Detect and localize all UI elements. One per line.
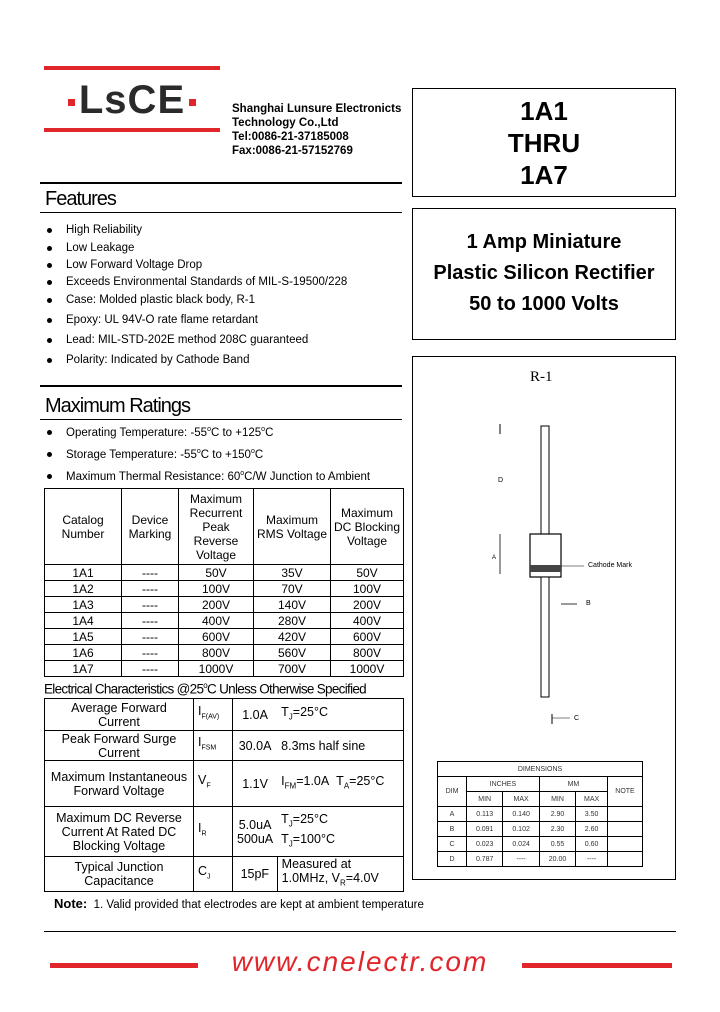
max-header: MAX <box>503 792 539 807</box>
table-cell: 0.023 <box>467 837 503 852</box>
feature-item: Epoxy: UL 94V-O rate flame retardant <box>45 314 405 326</box>
table-row <box>45 645 404 661</box>
table-cell: ---- <box>576 852 608 867</box>
rating-item-storage: Storage Temperature: -55$^o$C to $+150^oC$ <box>45 448 405 461</box>
table-cell: C <box>438 837 467 852</box>
features-underline <box>40 212 402 213</box>
table-cell: ---- <box>122 565 179 581</box>
table-cell: 800V <box>331 645 404 661</box>
ratings-list <box>45 426 405 482</box>
table-cell: 2.30 <box>539 822 575 837</box>
min-header: MIN <box>467 792 503 807</box>
logo-dot-left <box>68 99 75 106</box>
table-row <box>45 699 404 731</box>
param-symbol: $C_J$ <box>194 857 233 892</box>
dimensions-table <box>437 761 643 867</box>
logo-bottom-line <box>44 128 220 132</box>
electrical-heading: Electrical Characteristics @25$^o$C Unless Otherwise Specified <box>44 681 366 697</box>
description-line-1: 1 Amp Miniature <box>466 231 622 253</box>
table-cell: 1A6 <box>45 645 122 661</box>
table-cell <box>608 837 643 852</box>
part-line-2: THRU <box>507 128 581 158</box>
table-cell: 420V <box>254 629 331 645</box>
table-cell <box>608 822 643 837</box>
param-condition: $T_J=25^\circ C$ $T_J=100^\circ C$ <box>277 807 403 857</box>
ratings-table-body <box>45 565 404 677</box>
table-cell: B <box>438 822 467 837</box>
table-cell: 50V <box>179 565 254 581</box>
diode-bottom-lead <box>541 577 549 697</box>
table-cell: ---- <box>122 645 179 661</box>
rating-item-thermal: Maximum Thermal Resistance: 60$^o$C/W Junction to Ambient <box>45 470 405 483</box>
table-cell: 400V <box>331 613 404 629</box>
table-cell: 800V <box>179 645 254 661</box>
table-cell: ---- <box>122 613 179 629</box>
table-cell: ---- <box>122 597 179 613</box>
feature-item: Polarity: Indicated by Cathode Band <box>45 354 405 366</box>
table-cell: 0.787 <box>467 852 503 867</box>
note <box>54 896 424 911</box>
table-cell: 560V <box>254 645 331 661</box>
feature-item: Case: Molded plastic black body, R-1 <box>45 294 405 306</box>
table-cell: D <box>438 852 467 867</box>
param-symbol: $I_{F(AV)}$ <box>194 699 233 731</box>
param-label: Typical Junction Capacitance <box>45 857 194 892</box>
table-row <box>438 852 643 867</box>
table-cell: 0.140 <box>503 807 539 822</box>
table-cell <box>608 807 643 822</box>
feature-item: High Reliability <box>45 224 405 236</box>
min-header: MIN <box>539 792 575 807</box>
diode-drawing <box>412 356 676 756</box>
ratings-heading: Maximum Ratings <box>45 395 191 417</box>
max-header: MAX <box>576 792 608 807</box>
company-fax: Fax:0086-21-57152769 <box>232 145 353 157</box>
footer-bar-left <box>50 963 198 968</box>
description-line-3: 50 to 1000 Volts <box>469 293 619 315</box>
param-value: 5.0uA 500uA <box>233 807 278 857</box>
footer-bar-right <box>522 963 672 968</box>
param-value: 1.0A <box>233 699 278 731</box>
table-row <box>45 761 404 807</box>
table-cell: 100V <box>179 581 254 597</box>
table-cell <box>608 852 643 867</box>
ratings-table <box>44 488 404 677</box>
logo-top-line <box>44 66 220 70</box>
logo-text <box>44 78 220 123</box>
footer-url[interactable]: www.cnelectr.com <box>231 946 489 977</box>
label-c: C <box>574 715 580 722</box>
note-header: NOTE <box>608 777 643 807</box>
electrical-table <box>44 698 404 892</box>
table-cell: 200V <box>179 597 254 613</box>
table-row <box>438 807 643 822</box>
mm-header: MM <box>539 777 607 792</box>
table-cell: ---- <box>503 852 539 867</box>
header-catalog: Catalog Number <box>45 489 122 565</box>
company-info <box>232 102 401 158</box>
header-marking: Device Marking <box>122 489 179 565</box>
ratings-table-header <box>45 489 404 565</box>
note-rule <box>44 931 676 932</box>
table-cell: ---- <box>122 581 179 597</box>
param-symbol: $V_F$ <box>194 761 233 807</box>
table-row <box>45 613 404 629</box>
cathode-label: Cathode Mark <box>588 562 632 569</box>
param-symbol: $I_{FSM}$ <box>194 731 233 761</box>
table-row <box>45 661 404 677</box>
table-cell: 700V <box>254 661 331 677</box>
table-cell: 1A3 <box>45 597 122 613</box>
table-row <box>45 731 404 761</box>
table-cell: 200V <box>331 597 404 613</box>
param-value: 15pF <box>233 857 278 892</box>
param-label: Peak Forward Surge Current <box>45 731 194 761</box>
label-a: A <box>492 555 497 561</box>
logo-dot-right <box>189 99 196 106</box>
features-list <box>45 224 405 366</box>
table-cell: 20.00 <box>539 852 575 867</box>
table-cell: 0.102 <box>503 822 539 837</box>
table-cell: 1000V <box>331 661 404 677</box>
company-logo <box>44 66 220 134</box>
feature-item: Low Leakage <box>45 242 405 254</box>
header-vrrm: Maximum Recurrent Peak Reverse Voltage <box>179 489 254 565</box>
diode-top-lead <box>541 426 549 534</box>
table-cell: ---- <box>122 629 179 645</box>
part-number-box <box>412 88 676 197</box>
table-cell: 0.024 <box>503 837 539 852</box>
dimensions-title: DIMENSIONS <box>438 762 643 777</box>
header-vdc: Maximum DC Blocking Voltage <box>331 489 404 565</box>
table-row <box>45 807 404 857</box>
table-cell: 1A4 <box>45 613 122 629</box>
label-d: D <box>498 477 504 484</box>
table-row <box>45 629 404 645</box>
table-cell: 1A7 <box>45 661 122 677</box>
company-tel: Tel:0086-21-37185008 <box>232 131 349 143</box>
table-cell: 1A2 <box>45 581 122 597</box>
feature-item: Exceeds Environmental Standards of MIL-S-19500/228 <box>45 276 405 288</box>
table-row <box>438 837 643 852</box>
logo-letters: LsCE <box>78 78 186 122</box>
package-title: R-1 <box>530 369 553 385</box>
company-name-2: Technology Co.,Ltd <box>232 117 339 129</box>
param-value: 1.1V <box>233 761 278 807</box>
param-symbol: $I_R$ <box>194 807 233 857</box>
dimensions-body <box>438 807 643 867</box>
table-cell: 70V <box>254 581 331 597</box>
param-condition: Measured at 1.0MHz, $V_R=4.0V$ <box>277 857 403 892</box>
table-cell: 0.091 <box>467 822 503 837</box>
table-row <box>45 857 404 892</box>
table-cell: ---- <box>122 661 179 677</box>
table-cell: 2.90 <box>539 807 575 822</box>
description-box <box>412 208 676 340</box>
param-label: Maximum DC Reverse Current At Rated DC Blocking Voltage <box>45 807 194 857</box>
table-cell: 140V <box>254 597 331 613</box>
table-cell: 600V <box>179 629 254 645</box>
param-value: 30.0A <box>233 731 278 761</box>
table-cell: 0.113 <box>467 807 503 822</box>
table-row <box>45 565 404 581</box>
note-label: Note: <box>54 896 88 911</box>
table-cell: 280V <box>254 613 331 629</box>
feature-item: Low Forward Voltage Drop <box>45 259 405 271</box>
table-row <box>45 597 404 613</box>
table-row <box>45 581 404 597</box>
feature-item: Lead: MIL-STD-202E method 208C guaranteed <box>45 334 405 346</box>
table-cell: 1A1 <box>45 565 122 581</box>
part-line-3: 1A7 <box>520 160 568 190</box>
header-vrms: Maximum RMS Voltage <box>254 489 331 565</box>
features-heading: Features <box>45 188 116 210</box>
table-cell: 50V <box>331 565 404 581</box>
note-text: 1. Valid provided that electrodes are kept at ambient temperature <box>93 899 424 911</box>
table-row <box>438 822 643 837</box>
param-label: Maximum Instantaneous Forward Voltage <box>45 761 194 807</box>
table-cell: 0.55 <box>539 837 575 852</box>
table-cell: 1000V <box>179 661 254 677</box>
table-cell: 3.50 <box>576 807 608 822</box>
cathode-band <box>530 565 561 572</box>
table-cell: 1A5 <box>45 629 122 645</box>
param-condition: $I_{FM}=1.0A$ $T_A=25^\circ C$ <box>277 761 403 807</box>
table-cell: 400V <box>179 613 254 629</box>
part-line-1: 1A1 <box>520 96 568 126</box>
param-condition: $T_J=25^\circ C$ <box>277 699 403 731</box>
company-name: Shanghai Lunsure Electronicts <box>232 103 402 115</box>
inches-header: INCHES <box>467 777 540 792</box>
table-cell: 100V <box>331 581 404 597</box>
table-cell: 0.60 <box>576 837 608 852</box>
table-cell: 2.60 <box>576 822 608 837</box>
table-cell: 600V <box>331 629 404 645</box>
param-condition: 8.3ms half sine <box>277 731 403 761</box>
features-top-rule <box>40 182 402 184</box>
dim-header: DIM <box>438 777 467 807</box>
ratings-top-rule <box>40 385 402 387</box>
table-cell: A <box>438 807 467 822</box>
ratings-underline <box>40 419 402 420</box>
description-line-2: Plastic Silicon Rectifier <box>433 262 655 284</box>
table-cell: 35V <box>254 565 331 581</box>
label-b: B <box>586 600 591 607</box>
param-label: Average Forward Current <box>45 699 194 731</box>
rating-item-operating: Operating Temperature: -55$^o$C to $+125^oC$ <box>45 426 405 439</box>
